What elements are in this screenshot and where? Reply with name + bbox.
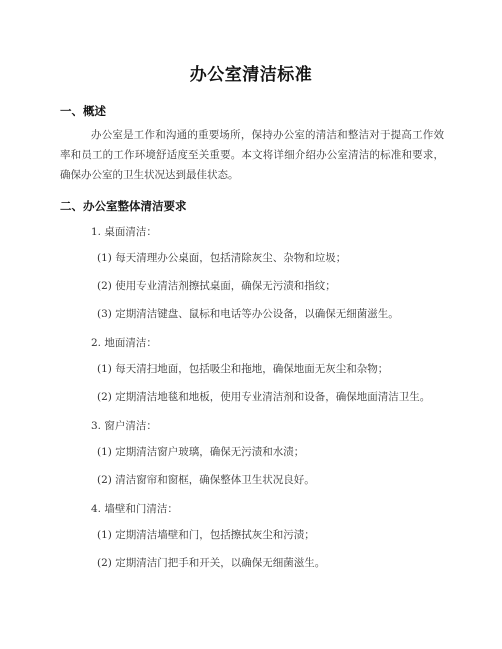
list-item: (2) 清洁窗帘和窗框，确保整体卫生状况良好。	[97, 474, 315, 486]
overview-paragraph: 办公室是工作和沟通的重要场所，保持办公室的清洁和整洁对于提高工作效率和员工的工作环境舒适度至关重要。本文将详细介绍办公室清洁的标准和要求，确保办公室的卫生状况达到最佳状态。	[60, 129, 444, 181]
item-wall-door-label: 4. 墙壁和门清洁：	[91, 503, 178, 515]
list-item: (3) 定期清洁键盘、鼠标和电话等办公设备，以确保无细菌滋生。	[97, 308, 399, 320]
item-window-label: 3. 窗户清洁：	[91, 420, 157, 432]
list-item: (1) 每天清理办公桌面，包括清除灰尘、杂物和垃圾；	[97, 252, 347, 264]
list-item: (1) 定期清洁墙壁和门，包括擦拭灰尘和污渍；	[97, 529, 315, 541]
item-desk-label: 1. 桌面清洁：	[91, 226, 157, 238]
document-title: 办公室清洁标准	[189, 65, 313, 85]
item-floor-label: 2. 地面清洁：	[91, 337, 157, 349]
section-heading-overview: 一、概述	[60, 104, 106, 118]
list-item: (1) 每天清扫地面，包括吸尘和拖地，确保地面无灰尘和杂物；	[97, 363, 389, 375]
list-item: (2) 定期清洁地毯和地板，使用专业清洁剂和设备，确保地面清洁卫生。	[97, 391, 431, 403]
list-item: (1) 定期清洁窗户玻璃，确保无污渍和水渍；	[97, 446, 305, 458]
section-heading-requirements: 二、办公室整体清洁要求	[60, 199, 187, 213]
list-item: (2) 定期清洁门把手和开关，以确保无细菌滋生。	[97, 557, 326, 569]
list-item: (2) 使用专业清洁剂擦拭桌面，确保无污渍和指纹；	[97, 280, 336, 292]
